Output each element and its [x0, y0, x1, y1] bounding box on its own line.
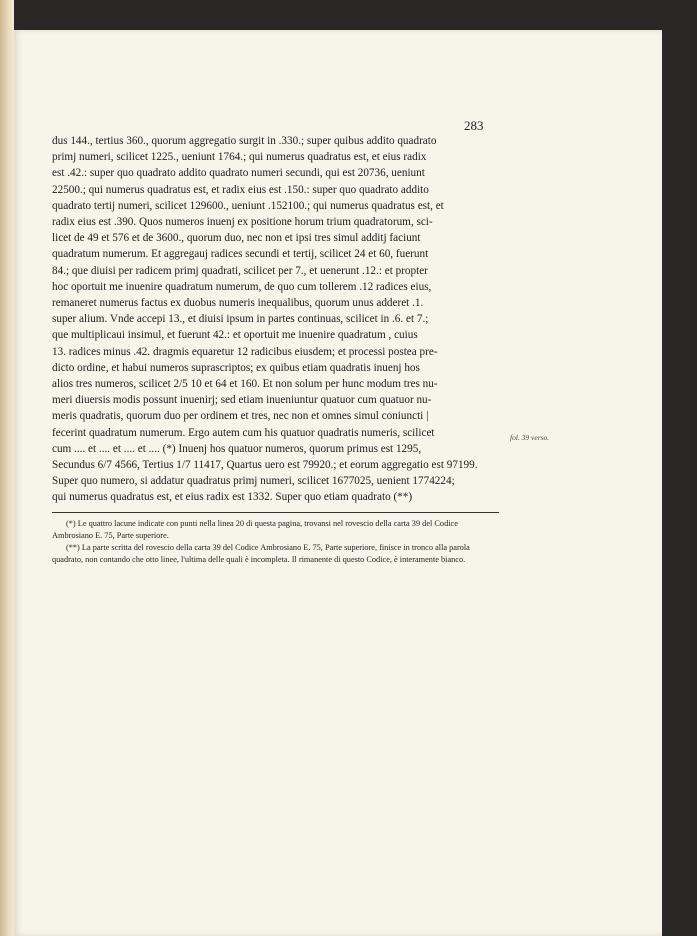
main-text-block [52, 133, 499, 506]
marginal-folio-note: fol. 39 verso. [510, 433, 550, 442]
footnotes [52, 518, 499, 566]
text-line: dicto ordine, et habui numeros suprascriptos; ex quibus etiam quadratis inuenj hos [52, 361, 420, 374]
text-line: cum .... et .... et .... et .... (*) Inuenj hos quatuor numeros, quorum primus est 1295, [52, 442, 422, 455]
text-line: hoc oportuit me inuenire quadratum numerum, de quo cum tollerem .12 radices eius, [52, 280, 432, 293]
text-line: licet de 49 et 576 et de 3600., quorum duo, nec non et ipsi tres simul additj faciunt [52, 232, 421, 245]
footnote-2: (**) La parte scritta del rovescio della carta 39 del Codice Ambrosiano E. 75, Parte superiore, finisce in tronco alla parola quadrato, non contando che otto linee, l'ultima delle quali è incompleta. Il rimanente di questo Codice, è interamente bianco. [52, 543, 470, 564]
text-line: quadrato tertij numeri, scilicet 129600., ueniunt .152100.; qui numerus quadratus est, et [52, 199, 444, 212]
text-line: 13. radices minus .42. dragmis equaretur 12 radicibus eiusdem; et processi postea pre- [52, 345, 438, 358]
text-line: alios tres numeros, scilicet 2/5 10 et 64 et 160. Et non solum per hunc modum tres nu- [52, 378, 438, 391]
text-line: fecerint quadratum numerum. Ergo autem cum his quatuor quadratis numeris, scilicet [52, 426, 435, 439]
text-line: super alium. Vnde accepi 13., et diuisi ipsum in partes continuas, scilicet in .6. et 7.; [52, 313, 429, 326]
book-page [14, 30, 662, 936]
text-line: que multiplicaui insimul, et fuerunt 42.: et oportuit me inuenire quadratum , cuius [52, 329, 418, 342]
footnote-1: (*) Le quattro lacune indicate con punti nella linea 20 di questa pagina, trovansi nel rovescio della carta 39 del Codice Ambrosiano E. 75, Parte superiore. [52, 519, 458, 540]
book-spine-edge [0, 0, 14, 936]
text-line: Secundus 6/7 4566, Tertius 1/7 11417, Quartus uero est 79920.; et eorum aggregatio est 97199. [52, 459, 478, 472]
text-line: qui numerus quadratus est, et eius radix est 1332. Super quo etiam quadrato (**) [52, 491, 413, 504]
text-line: remaneret numerus factus ex duobus numeris inequalibus, quorum unus adderet .1. [52, 297, 424, 310]
text-line: meris quadratis, quorum duo per ordinem et tres, nec non et omnes simul coniuncti | [52, 410, 429, 423]
text-line: 84.; que diuisi per radicem primj quadrati, scilicet per 7., et uenerunt .12.: et propter [52, 264, 428, 277]
text-line: meri diuersis modis possunt inuenirj; sed etiam inueniuntur quatuor cum quatuor nu- [52, 394, 432, 407]
page-number: 283 [464, 118, 484, 133]
text-line: Super quo numero, si addatur quadratus primj numeri, scilicet 1677025, uenient 1774224; [52, 475, 455, 488]
text-line: 22500.; qui numerus quadratus est, et radix eius est .150.: super quo quadrato addito [52, 183, 429, 196]
text-line: quadratum numerum. Et aggregauj radices secundi et tertij, scilicet 24 et 60, fuerunt [52, 248, 429, 261]
text-line: radix eius est .390. Quos numeros inuenj ex positione horum trium quadratorum, sci- [52, 216, 433, 229]
text-line: primj numeri, scilicet 1225., ueniunt 1764.; qui numerus quadratus est, et eius radix [52, 151, 427, 164]
footnote-divider [52, 512, 499, 513]
text-line: est .42.: super quo quadrato addito quadrato numeri secundi, qui est 20736, ueniunt [52, 167, 425, 180]
text-line: dus 144., tertius 360., quorum aggregatio surgit in .330.; super quibus addito quadrato [52, 135, 437, 147]
